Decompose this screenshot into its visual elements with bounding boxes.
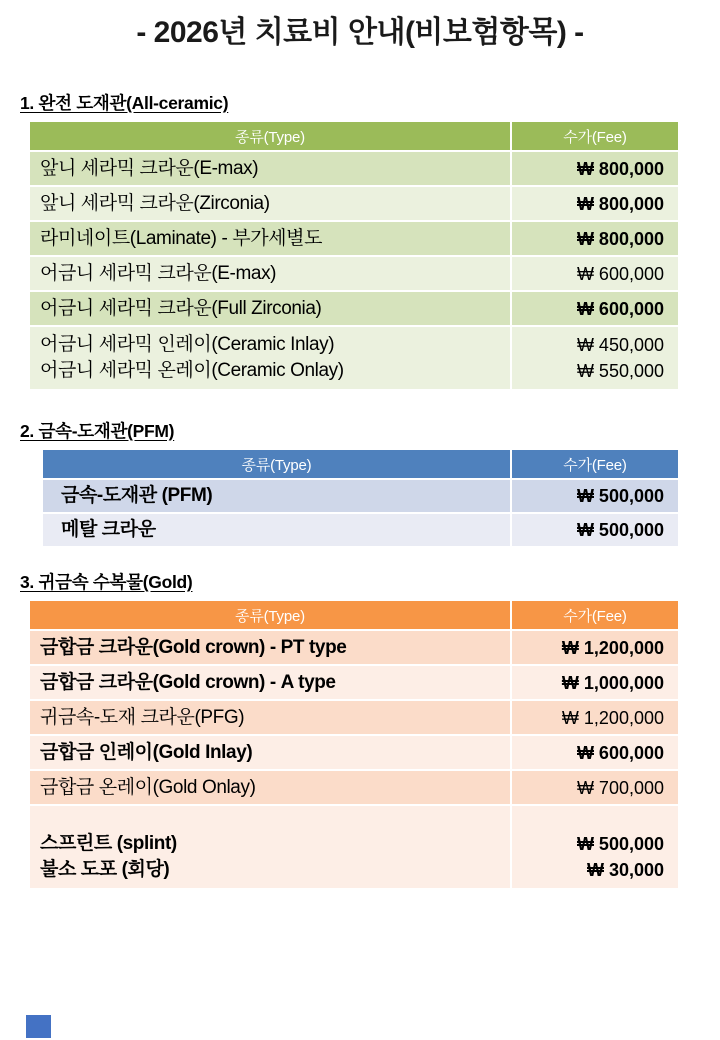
page-title: - 2026년 치료비 안내(비보험항목) -	[136, 16, 584, 49]
type-cell	[30, 292, 512, 325]
table-row	[30, 701, 678, 736]
fee-text: ₩ 1,200,000	[561, 637, 664, 658]
fee-cell	[512, 771, 678, 804]
section-heading-pfm: 2. 금속-도재관(PFM)	[20, 421, 175, 441]
fee-cell	[512, 292, 678, 325]
type-cell	[30, 327, 512, 389]
section-all-ceramic	[0, 93, 720, 391]
type-text: 앞니 세라믹 크라운(Zirconia)	[40, 192, 270, 214]
fee-text: ₩ 1,000,000	[561, 672, 664, 693]
type-cell	[30, 257, 512, 290]
type-text: 금합금 온레이(Gold Onlay)	[40, 776, 256, 798]
column-header-type: 종류(Type)	[30, 601, 512, 629]
fee-cell	[512, 257, 678, 290]
table-header-row	[30, 601, 678, 631]
type-cell	[30, 152, 512, 185]
fee-cell	[512, 222, 678, 255]
column-header-type: 종류(Type)	[30, 122, 512, 150]
table-row	[30, 292, 678, 327]
table-row	[30, 771, 678, 806]
type-cell	[30, 187, 512, 220]
fee-text: ₩ 500,000	[576, 486, 664, 506]
fee-text: ₩ 800,000	[576, 193, 664, 214]
table-row	[43, 514, 678, 548]
type-text: 금합금 인레이(Gold Inlay)	[40, 741, 253, 763]
type-text-line-2: 어금니 세라믹 온레이(Ceramic Onlay)	[40, 360, 344, 381]
type-cell	[30, 806, 512, 888]
section-gold	[0, 572, 720, 890]
type-cell	[30, 771, 512, 804]
fee-text: ₩ 800,000	[576, 158, 664, 179]
type-cell	[43, 480, 512, 512]
table-row	[30, 152, 678, 187]
fee-text-line-2: ₩ 30,000	[586, 860, 664, 880]
table-row	[30, 187, 678, 222]
fee-text: ₩ 700,000	[576, 777, 664, 798]
column-header-fee: 수가(Fee)	[563, 128, 627, 146]
fee-cell	[512, 631, 678, 664]
fee-text: ₩ 1,200,000	[561, 707, 664, 728]
table-row	[43, 480, 678, 514]
type-cell	[30, 666, 512, 699]
column-header-fee: 수가(Fee)	[563, 607, 627, 625]
type-text: 스프린트 (splint)	[40, 833, 177, 854]
fee-cell	[512, 806, 678, 888]
column-header-fee: 수가(Fee)	[563, 456, 627, 474]
type-cell	[30, 701, 512, 734]
fee-cell	[512, 514, 678, 546]
table-row	[30, 631, 678, 666]
section-pfm	[0, 421, 720, 548]
table-row	[30, 327, 678, 391]
type-cell	[30, 736, 512, 769]
fee-cell	[512, 736, 678, 769]
type-cell	[30, 222, 512, 255]
type-text: 라미네이트(Laminate) - 부가세별도	[40, 227, 323, 249]
fee-text: ₩ 500,000	[576, 520, 664, 540]
section-heading-all-ceramic: 1. 완전 도재관(All-ceramic)	[20, 93, 229, 113]
type-text: 금합금 크라운(Gold crown) - A type	[40, 671, 336, 693]
fee-text: ₩ 600,000	[576, 742, 664, 763]
type-text: 앞니 세라믹 크라운(E-max)	[40, 157, 259, 179]
type-text-line-2: 불소 도포 (회당)	[40, 859, 170, 880]
type-text: 어금니 세라믹 크라운(E-max)	[40, 262, 277, 284]
type-cell	[30, 631, 512, 664]
type-text: 금속-도재관 (PFM)	[61, 485, 213, 506]
price-table-all-ceramic	[30, 122, 678, 391]
decorative-blue-square	[26, 1015, 51, 1038]
table-header-row	[30, 122, 678, 152]
fee-text: ₩ 450,000	[576, 335, 664, 355]
table-row	[30, 736, 678, 771]
fee-cell	[512, 666, 678, 699]
fee-cell	[512, 701, 678, 734]
type-text: 금합금 크라운(Gold crown) - PT type	[40, 636, 347, 658]
table-row	[30, 222, 678, 257]
section-heading-gold: 3. 귀금속 수복물(Gold)	[20, 572, 193, 592]
table-row	[30, 806, 678, 890]
table-header-row	[43, 450, 678, 480]
fee-text: ₩ 600,000	[576, 263, 664, 284]
type-cell	[43, 514, 512, 546]
fee-cell	[512, 480, 678, 512]
fee-cell	[512, 152, 678, 185]
type-text: 어금니 세라믹 인레이(Ceramic Inlay)	[40, 334, 335, 355]
type-text: 귀금속-도재 크라운(PFG)	[40, 706, 245, 728]
table-row	[30, 666, 678, 701]
fee-cell	[512, 187, 678, 220]
price-table-gold	[30, 601, 678, 890]
fee-text: ₩ 600,000	[576, 298, 664, 319]
fee-text: ₩ 800,000	[576, 228, 664, 249]
fee-text: ₩ 500,000	[576, 834, 664, 854]
table-row	[30, 257, 678, 292]
column-header-type: 종류(Type)	[43, 450, 512, 478]
price-table-pfm	[43, 450, 678, 548]
type-text: 어금니 세라믹 크라운(Full Zirconia)	[40, 297, 322, 319]
fee-cell	[512, 327, 678, 389]
type-text: 메탈 크라운	[61, 519, 156, 540]
fee-text-line-2: ₩ 550,000	[576, 361, 664, 381]
